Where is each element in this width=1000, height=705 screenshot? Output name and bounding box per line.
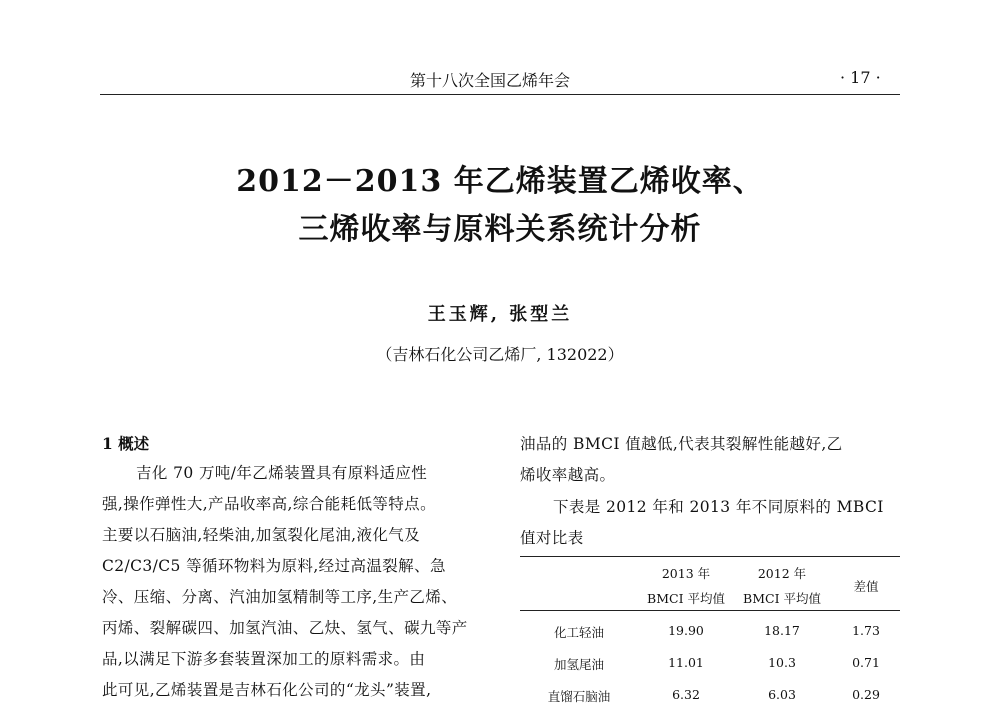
header-diff: 差值 (853, 579, 879, 594)
header-rule (100, 94, 900, 95)
running-header-title: 第十八次全国乙烯年会 (410, 71, 571, 90)
paper-affiliation: （吉林石化公司乙烯厂, 132022） (376, 345, 624, 364)
table-row-name: 直馏石脑油 (547, 689, 611, 704)
paper-authors: 王玉辉, 张型兰 (427, 304, 573, 325)
body-text-line: 主要以石脑油,轻柴油,加氢裂化尾油,液化气及 (102, 526, 421, 544)
body-text-line: 值对比表 (520, 529, 584, 547)
table-row-2012: 6.03 (768, 687, 796, 702)
header-2012-sub: BMCI 平均值 (743, 591, 821, 606)
table-row-diff: 0.29 (852, 687, 880, 702)
table-row-2013: 11.01 (668, 655, 704, 670)
table-row-name: 加氢尾油 (553, 657, 604, 672)
table-row-2012: 18.17 (764, 623, 800, 638)
table-row-2013: 6.32 (672, 687, 700, 702)
header-2012-year: 2012 年 (757, 566, 807, 581)
paper-title-line-2: 三烯收率与原料关系统计分析 (298, 212, 702, 247)
body-text-line: 烯收率越高。 (520, 466, 616, 484)
body-text-line: C2/C3/C5 等循环物料为原料,经过高温裂解、急 (102, 557, 446, 575)
body-text-line: 冷、压缩、分离、汽油加氢精制等工序,生产乙烯、 (102, 588, 458, 606)
table-row-2012: 10.3 (768, 655, 796, 670)
body-text-line: 品,以满足下游多套装置深加工的原料需求。由 (102, 650, 426, 668)
body-text-line: 丙烯、裂解碳四、加氢汽油、乙炔、氢气、碳九等产 (102, 619, 468, 637)
table-row-2013: 19.90 (668, 623, 704, 638)
body-text-line: 吉化 70 万吨/年乙烯装置具有原料适应性 (136, 464, 428, 482)
body-text-line: 油品的 BMCI 值越低,代表其裂解性能越好,乙 (520, 435, 843, 453)
page-number: · 17 · (840, 68, 881, 87)
table-header-rule (520, 610, 900, 611)
header-2013-year: 2013 年 (661, 566, 711, 581)
table-row-diff: 0.71 (852, 655, 880, 670)
body-text-line: 下表是 2012 年和 2013 年不同原料的 MBCI (553, 498, 884, 516)
table-row-name: 化工轻油 (553, 625, 604, 640)
body-text-line: 强,操作弹性大,产品收率高,综合能耗低等特点。 (102, 495, 436, 513)
table-row-diff: 1.73 (852, 623, 880, 638)
paper-title-line-1: 2012－2013 年乙烯装置乙烯收率、 (236, 164, 764, 199)
section-heading: 1 概述 (102, 434, 150, 453)
header-2013-sub: BMCI 平均值 (647, 591, 725, 606)
table-top-rule (520, 556, 900, 557)
body-text-line: 此可见,乙烯装置是吉林石化公司的“龙头”装置, (102, 681, 432, 699)
